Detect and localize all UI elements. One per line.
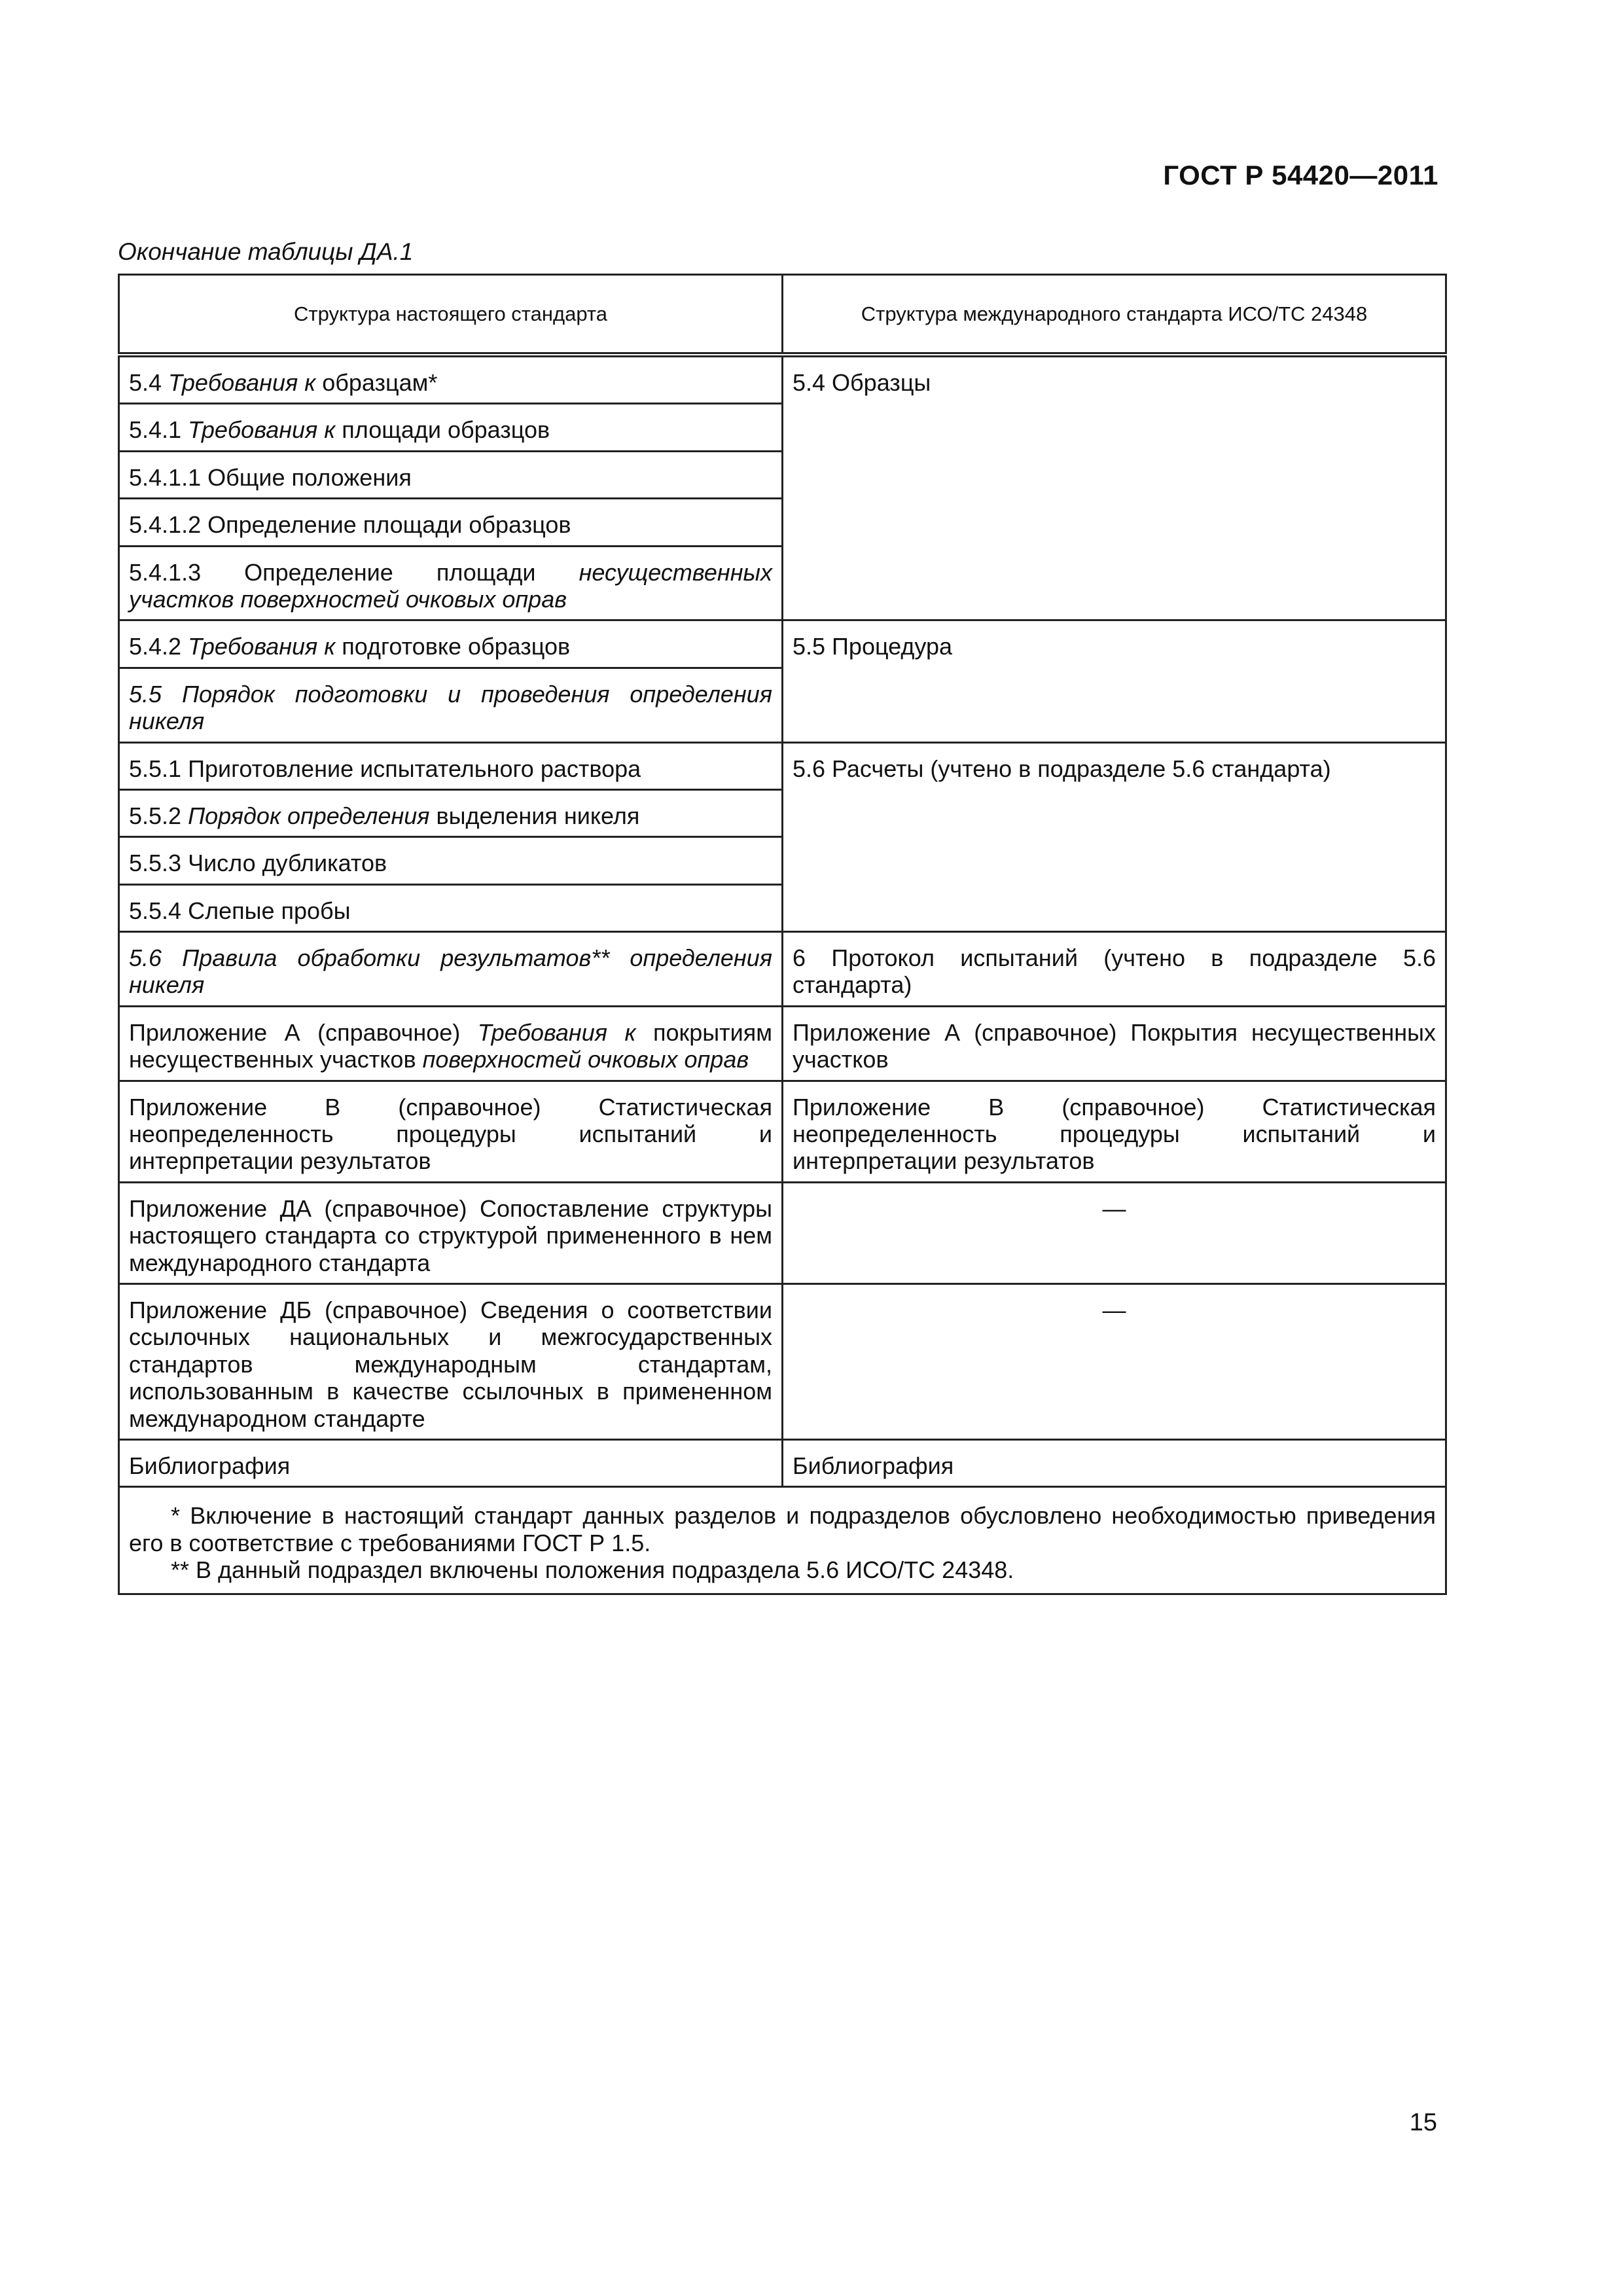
table-row xyxy=(119,620,1446,668)
italic-text-segment: Требования к xyxy=(188,416,336,444)
national-structure-cell xyxy=(119,1283,783,1439)
column-header-national: Структура настоящего стандарта xyxy=(119,275,783,355)
international-structure-cell: Библиография xyxy=(783,1439,1446,1486)
national-structure-cell xyxy=(119,1182,783,1283)
international-structure-cell: — xyxy=(783,1283,1446,1439)
text-segment: 5.4.1.2 Определение площади образцов xyxy=(129,511,571,539)
italic-text-segment: 5.6 Правила обработки результатов** определения никеля xyxy=(129,944,772,999)
text-segment: 5.4.1.1 Общие положения xyxy=(129,463,412,491)
national-structure-cell xyxy=(119,742,783,789)
text-segment: 5.5.4 Слепые пробы xyxy=(129,897,351,924)
international-structure-cell: 5.5 Процедура xyxy=(783,620,1446,742)
national-structure-cell xyxy=(119,546,783,620)
national-structure-cell xyxy=(119,1006,783,1081)
text-segment: Приложение ДБ (справочное) Сведения о соответствии ссылочных национальных и межгосударственных стандартов международным стандартам, использованным в качестве ссылочных в примененном международном стандарте xyxy=(129,1296,772,1432)
table-row xyxy=(119,1182,1446,1283)
text-segment: подготовке образцов xyxy=(335,633,571,660)
footnote: ** В данный подраздел включены положения подраздела 5.6 ИСО/ТС 24348. xyxy=(171,1556,1014,1584)
text-segment: Приложение ДА (справочное) Сопоставление структуры настоящего стандарта со структурой примененного в нем международного стандарта xyxy=(129,1194,772,1276)
italic-text-segment: несущественных участков поверхностей очковых оправ xyxy=(129,558,772,613)
national-structure-cell xyxy=(119,668,783,742)
italic-text-segment: поверхностей очковых оправ xyxy=(422,1046,749,1073)
text-segment: 5.5.1 Приготовление испытательного раствора xyxy=(129,755,641,782)
table-body xyxy=(119,355,1446,1594)
document-code: ГОСТ Р 54420—2011 xyxy=(1163,160,1438,190)
text-segment: 5.5.2 xyxy=(129,802,188,829)
text-segment: выделения никеля xyxy=(429,802,640,829)
text-segment: 5.4.2 xyxy=(129,633,188,660)
text-segment: площади образцов xyxy=(335,416,550,444)
page-number: 15 xyxy=(1409,2109,1437,2136)
national-structure-cell xyxy=(119,404,783,451)
footnotes-row xyxy=(119,1487,1446,1594)
international-structure-cell: 5.4 Образцы xyxy=(783,355,1446,620)
international-structure-cell: Приложение В (справочное) Статистическая неопределенность процедуры испытаний и интерпретации результатов xyxy=(783,1081,1446,1182)
italic-text-segment: Требования к xyxy=(477,1018,636,1046)
table-row xyxy=(119,742,1446,789)
national-structure-cell xyxy=(119,451,783,498)
italic-text-segment: Требования к xyxy=(188,633,336,660)
text-segment: образцам* xyxy=(315,369,438,396)
national-structure-cell xyxy=(119,355,783,404)
text-segment: 5.4.1 xyxy=(129,416,188,444)
footnote: * Включение в настоящий стандарт данных разделов и подразделов обусловлено необходимостью приведения его в соответствие с требованиями ГОСТ Р 1.5. xyxy=(129,1502,1436,1556)
table-row xyxy=(119,1283,1446,1439)
national-structure-cell xyxy=(119,620,783,668)
international-structure-cell: 6 Протокол испытаний (учтено в подразделе 5.6 стандарта) xyxy=(783,932,1446,1007)
text-segment: 5.4.1.3 Определение площади xyxy=(129,558,579,586)
table-caption: Окончание таблицы ДА.1 xyxy=(118,238,414,265)
text-segment: покрытиям несущественных участков xyxy=(129,1018,772,1073)
text-segment: 5.4 xyxy=(129,369,169,396)
national-structure-cell xyxy=(119,1439,783,1486)
table-row xyxy=(119,1439,1446,1486)
national-structure-cell xyxy=(119,837,783,884)
international-structure-cell: — xyxy=(783,1182,1446,1283)
national-structure-cell xyxy=(119,932,783,1007)
national-structure-cell xyxy=(119,789,783,836)
national-structure-cell xyxy=(119,499,783,546)
text-segment: Приложение А (справочное) xyxy=(129,1018,478,1046)
table-row xyxy=(119,1081,1446,1182)
italic-text-segment: Требования к xyxy=(168,369,316,396)
italic-text-segment: 5.5 Порядок подготовки и проведения определения никеля xyxy=(129,680,772,735)
international-structure-cell: Приложение А (справочное) Покрытия несущественных участков xyxy=(783,1006,1446,1081)
national-structure-cell xyxy=(119,884,783,931)
text-segment: 5.5.3 Число дубликатов xyxy=(129,850,387,877)
text-segment: Библиография xyxy=(129,1452,291,1479)
italic-text-segment: Порядок определения xyxy=(188,802,430,829)
table-row xyxy=(119,1006,1446,1081)
text-segment: Приложение В (справочное) Статистическая неопределенность процедуры испытаний и интерпретации результатов xyxy=(129,1093,772,1175)
column-header-international: Структура международного стандарта ИСО/ТС 24348 xyxy=(783,275,1446,355)
footnotes-cell xyxy=(119,1487,1446,1594)
table-header-row xyxy=(119,275,1446,355)
international-structure-cell: 5.6 Расчеты (учтено в подразделе 5.6 стандарта) xyxy=(783,742,1446,932)
table-row xyxy=(119,355,1446,404)
national-structure-cell xyxy=(119,1081,783,1182)
table-row xyxy=(119,932,1446,1007)
structure-comparison-table xyxy=(118,274,1445,1595)
